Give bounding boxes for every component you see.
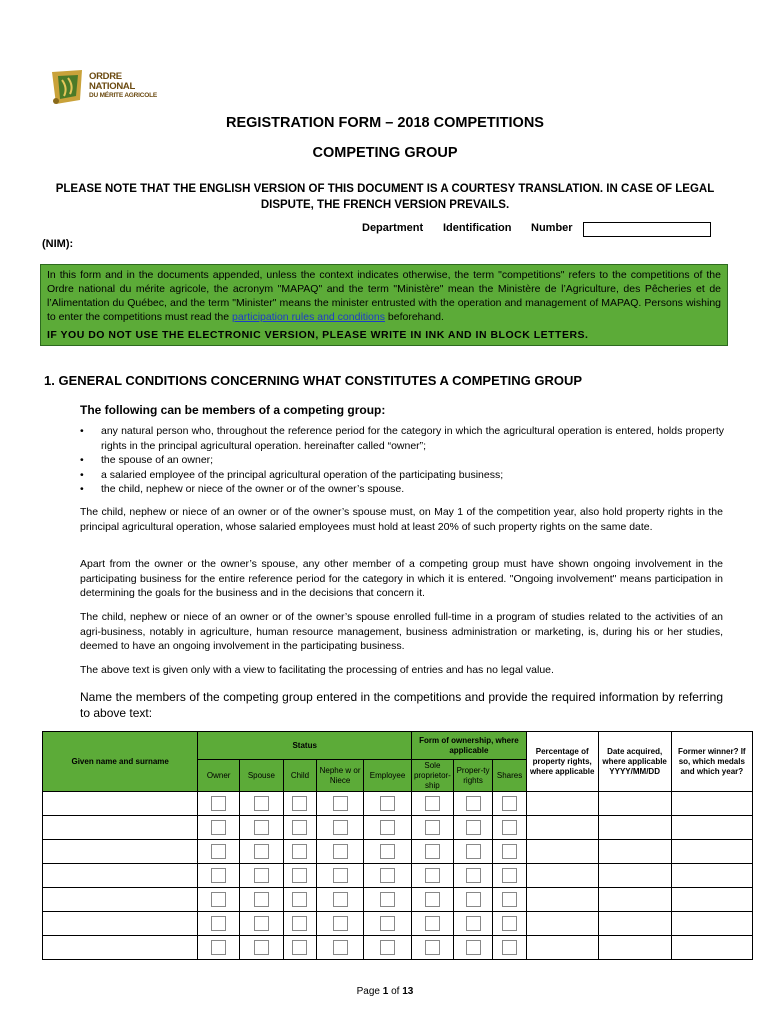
winner-field[interactable] bbox=[671, 864, 752, 888]
child-checkbox[interactable] bbox=[292, 868, 307, 883]
footer-total: 13 bbox=[402, 986, 414, 997]
property-cell bbox=[453, 912, 493, 936]
owner-cell bbox=[198, 864, 240, 888]
winner-field[interactable] bbox=[671, 936, 752, 960]
percentage-field[interactable] bbox=[526, 816, 598, 840]
spouse-checkbox[interactable] bbox=[254, 796, 269, 811]
paragraph-students: The child, nephew or niece of an owner or of the owner’s spouse enrolled full-time in a program of studies related to the activities of an agri-business, notably in agriculture, human resource management, business administration or marketing, is, during his or her studies, deemed to have an ongoing involvement in the participating business. bbox=[80, 611, 723, 652]
table-row bbox=[43, 912, 753, 936]
owner-cell bbox=[198, 888, 240, 912]
col-child-header: Child bbox=[283, 760, 316, 792]
col-spouse-header: Spouse bbox=[240, 760, 284, 792]
shares-cell bbox=[493, 840, 526, 864]
spouse-checkbox[interactable] bbox=[254, 916, 269, 931]
col-percentage-header: Percentage of property rights, where applicable bbox=[526, 732, 598, 792]
member-list bbox=[80, 424, 724, 497]
child-checkbox[interactable] bbox=[292, 796, 307, 811]
ink-warning: IF YOU DO NOT USE THE ELECTRONIC VERSION, PLEASE WRITE IN INK AND IN BLOCK LETTERS. bbox=[47, 329, 589, 341]
members-table bbox=[42, 731, 753, 960]
child-cell bbox=[283, 864, 316, 888]
sole-cell bbox=[412, 912, 454, 936]
percentage-field[interactable] bbox=[526, 792, 598, 816]
shares-cell bbox=[493, 888, 526, 912]
sole-cell bbox=[412, 864, 454, 888]
shares-checkbox[interactable] bbox=[502, 916, 517, 931]
table-row bbox=[43, 888, 753, 912]
owner-cell bbox=[198, 816, 240, 840]
employee-cell bbox=[364, 888, 412, 912]
winner-field[interactable] bbox=[671, 792, 752, 816]
spouse-cell bbox=[240, 864, 284, 888]
property-checkbox[interactable] bbox=[466, 892, 481, 907]
dept-label-suffix: (NIM): bbox=[42, 238, 74, 250]
ownership-header: Form of ownership, where applicable bbox=[412, 732, 527, 760]
spouse-cell bbox=[240, 912, 284, 936]
date-field[interactable] bbox=[598, 936, 671, 960]
employee-checkbox[interactable] bbox=[380, 892, 395, 907]
sole-checkbox[interactable] bbox=[425, 844, 440, 859]
winner-field[interactable] bbox=[671, 840, 752, 864]
shares-cell bbox=[493, 792, 526, 816]
nephew-checkbox[interactable] bbox=[333, 916, 348, 931]
list-item: • any natural person who, throughout the reference period for the category in which the agricultural operation is entered, holds property rights in the principal agricultural operation. hereinafter called “owner”; bbox=[80, 424, 724, 453]
spouse-cell bbox=[240, 888, 284, 912]
footer-page: 1 bbox=[382, 986, 389, 997]
date-field[interactable] bbox=[598, 864, 671, 888]
sole-checkbox[interactable] bbox=[425, 820, 440, 835]
property-checkbox[interactable] bbox=[466, 820, 481, 835]
page-footer bbox=[0, 986, 770, 997]
employee-cell bbox=[364, 864, 412, 888]
date-field[interactable] bbox=[598, 816, 671, 840]
winner-field[interactable] bbox=[671, 816, 752, 840]
date-field[interactable] bbox=[598, 840, 671, 864]
nephew-checkbox[interactable] bbox=[333, 820, 348, 835]
participation-rules-link[interactable]: participation rules and conditions bbox=[232, 311, 385, 323]
winner-field[interactable] bbox=[671, 912, 752, 936]
nephew-checkbox[interactable] bbox=[333, 796, 348, 811]
owner-cell bbox=[198, 792, 240, 816]
owner-checkbox[interactable] bbox=[211, 916, 226, 931]
member-name-field[interactable] bbox=[43, 864, 198, 888]
intro-text-end: beforehand. bbox=[384, 311, 444, 323]
col-property-header: Proper-ty rights bbox=[453, 760, 493, 792]
intro-text: In this form and in the documents appended, unless the context indicates otherwise, the term "competitions" refers to the competitions of the Ordre national du mérite agricole, the acronym "MAPAQ" and the term "Ministère" mean the Ministère de l’Agriculture, des Pêcheries et de l’Alimentation du Québec, and the term "Minister" means the minister entrusted with the operation and management of MAPAQ. Persons wishing to enter the competitions must read the bbox=[47, 269, 721, 323]
employee-cell bbox=[364, 936, 412, 960]
sole-cell bbox=[412, 888, 454, 912]
nephew-cell bbox=[317, 864, 364, 888]
spouse-checkbox[interactable] bbox=[254, 940, 269, 955]
spouse-checkbox[interactable] bbox=[254, 844, 269, 859]
sole-checkbox[interactable] bbox=[425, 940, 440, 955]
percentage-field[interactable] bbox=[526, 864, 598, 888]
form-title: REGISTRATION FORM – 2018 COMPETITIONS bbox=[226, 115, 544, 131]
property-cell bbox=[453, 840, 493, 864]
percentage-field[interactable] bbox=[526, 912, 598, 936]
nephew-cell bbox=[317, 840, 364, 864]
child-checkbox[interactable] bbox=[292, 844, 307, 859]
table-row bbox=[43, 864, 753, 888]
sole-checkbox[interactable] bbox=[425, 868, 440, 883]
date-field[interactable] bbox=[598, 792, 671, 816]
child-checkbox[interactable] bbox=[292, 916, 307, 931]
spouse-cell bbox=[240, 936, 284, 960]
member-name-field[interactable] bbox=[43, 792, 198, 816]
nephew-checkbox[interactable] bbox=[333, 844, 348, 859]
list-item: • the spouse of an owner; bbox=[80, 453, 724, 468]
property-cell bbox=[453, 816, 493, 840]
child-cell bbox=[283, 936, 316, 960]
spouse-checkbox[interactable] bbox=[254, 868, 269, 883]
child-cell bbox=[283, 912, 316, 936]
property-checkbox[interactable] bbox=[466, 940, 481, 955]
list-item: • the child, nephew or niece of the owner or of the owner’s spouse. bbox=[80, 482, 724, 497]
list-item: • a salaried employee of the principal agricultural operation of the participating business; bbox=[80, 468, 724, 483]
employee-checkbox[interactable] bbox=[380, 796, 395, 811]
table-row bbox=[43, 840, 753, 864]
dept-label-3: Number bbox=[531, 222, 573, 234]
nephew-cell bbox=[317, 816, 364, 840]
logo bbox=[46, 66, 158, 108]
paragraph-ongoing-involvement: Apart from the owner or the owner’s spouse, any other member of a competing group must have shown ongoing involvement in the participating business for the entire reference period for the category in which it is entered. "Ongoing involvement" means participation in determining the goals for the business and in the decisions that concern it. bbox=[80, 558, 723, 599]
employee-checkbox[interactable] bbox=[380, 868, 395, 883]
status-header: Status bbox=[198, 732, 412, 760]
logo-line-1: ORDRE NATIONAL bbox=[89, 71, 135, 92]
translation-notice: PLEASE NOTE THAT THE ENGLISH VERSION OF THIS DOCUMENT IS A COURTESY TRANSLATION. IN CASE OF LEGAL DISPUTE, THE FRENCH VERSION PREVAILS. bbox=[55, 183, 715, 211]
owner-cell bbox=[198, 912, 240, 936]
table-row bbox=[43, 936, 753, 960]
shares-cell bbox=[493, 912, 526, 936]
employee-checkbox[interactable] bbox=[380, 940, 395, 955]
date-field[interactable] bbox=[598, 888, 671, 912]
logo-line-2: DU MÉRITE AGRICOLE bbox=[89, 92, 158, 99]
nephew-checkbox[interactable] bbox=[333, 940, 348, 955]
spouse-checkbox[interactable] bbox=[254, 892, 269, 907]
instruction-text: Name the members of the competing group entered in the competitions and provide the required information by referring to above text: bbox=[80, 690, 723, 720]
sole-checkbox[interactable] bbox=[425, 796, 440, 811]
member-name-field[interactable] bbox=[43, 816, 198, 840]
property-cell bbox=[453, 936, 493, 960]
employee-cell bbox=[364, 816, 412, 840]
child-cell bbox=[283, 816, 316, 840]
table-row bbox=[43, 792, 753, 816]
spouse-cell bbox=[240, 816, 284, 840]
nephew-checkbox[interactable] bbox=[333, 892, 348, 907]
percentage-field[interactable] bbox=[526, 840, 598, 864]
nephew-checkbox[interactable] bbox=[333, 868, 348, 883]
footer-mid: of bbox=[388, 986, 403, 997]
col-name-header: Given name and surname bbox=[43, 732, 198, 792]
section-1-subheading: The following can be members of a competing group: bbox=[80, 403, 386, 417]
shares-cell bbox=[493, 816, 526, 840]
form-subtitle: COMPETING GROUP bbox=[312, 145, 458, 161]
owner-checkbox[interactable] bbox=[211, 940, 226, 955]
spouse-cell bbox=[240, 792, 284, 816]
col-owner-header: Owner bbox=[198, 760, 240, 792]
shares-checkbox[interactable] bbox=[502, 868, 517, 883]
shares-checkbox[interactable] bbox=[502, 820, 517, 835]
sole-cell bbox=[412, 840, 454, 864]
section-1-heading: 1. GENERAL CONDITIONS CONCERNING WHAT CONSTITUTES A COMPETING GROUP bbox=[44, 373, 583, 388]
owner-checkbox[interactable] bbox=[211, 844, 226, 859]
owner-checkbox[interactable] bbox=[211, 796, 226, 811]
col-sole-header: Sole proprietor-ship bbox=[412, 760, 454, 792]
owner-checkbox[interactable] bbox=[211, 892, 226, 907]
sole-cell bbox=[412, 936, 454, 960]
nim-input[interactable] bbox=[583, 222, 711, 237]
shares-checkbox[interactable] bbox=[502, 796, 517, 811]
percentage-field[interactable] bbox=[526, 888, 598, 912]
member-name-field[interactable] bbox=[43, 912, 198, 936]
child-cell bbox=[283, 792, 316, 816]
property-checkbox[interactable] bbox=[466, 844, 481, 859]
member-name-field[interactable] bbox=[43, 936, 198, 960]
child-cell bbox=[283, 888, 316, 912]
winner-field[interactable] bbox=[671, 888, 752, 912]
shares-checkbox[interactable] bbox=[502, 892, 517, 907]
spouse-cell bbox=[240, 840, 284, 864]
nephew-cell bbox=[317, 792, 364, 816]
employee-checkbox[interactable] bbox=[380, 916, 395, 931]
property-checkbox[interactable] bbox=[466, 916, 481, 931]
owner-cell bbox=[198, 840, 240, 864]
col-shares-header: Shares bbox=[493, 760, 526, 792]
child-checkbox[interactable] bbox=[292, 892, 307, 907]
shares-cell bbox=[493, 864, 526, 888]
dept-label-1: Department bbox=[362, 222, 424, 234]
property-checkbox[interactable] bbox=[466, 868, 481, 883]
nephew-cell bbox=[317, 912, 364, 936]
property-cell bbox=[453, 888, 493, 912]
child-checkbox[interactable] bbox=[292, 820, 307, 835]
dept-label-2: Identification bbox=[443, 222, 512, 234]
sole-checkbox[interactable] bbox=[425, 892, 440, 907]
member-name-field[interactable] bbox=[43, 840, 198, 864]
employee-checkbox[interactable] bbox=[380, 844, 395, 859]
footer-prefix: Page bbox=[356, 986, 383, 997]
shares-checkbox[interactable] bbox=[502, 940, 517, 955]
property-checkbox[interactable] bbox=[466, 796, 481, 811]
paragraph-property-rights: The child, nephew or niece of an owner or of the owner’s spouse must, on May 1 of the competition year, also hold property rights in the principal agricultural operation, whose salaried employees must hold at least 20% of such property rights on the same date. bbox=[80, 506, 723, 533]
property-cell bbox=[453, 792, 493, 816]
col-date-header: Date acquired, where applicable YYYY/MM/DD bbox=[598, 732, 671, 792]
employee-cell bbox=[364, 792, 412, 816]
child-checkbox[interactable] bbox=[292, 940, 307, 955]
col-employee-header: Employee bbox=[364, 760, 412, 792]
paragraph-legal-value: The above text is given only with a view to facilitating the processing of entries and has no legal value. bbox=[80, 664, 554, 676]
table-row bbox=[43, 816, 753, 840]
date-field[interactable] bbox=[598, 912, 671, 936]
sole-cell bbox=[412, 792, 454, 816]
shares-cell bbox=[493, 936, 526, 960]
owner-checkbox[interactable] bbox=[211, 868, 226, 883]
sole-cell bbox=[412, 816, 454, 840]
member-name-field[interactable] bbox=[43, 888, 198, 912]
emblem-icon bbox=[46, 66, 88, 108]
nephew-cell bbox=[317, 888, 364, 912]
intro-box bbox=[40, 264, 728, 346]
property-cell bbox=[453, 864, 493, 888]
percentage-field[interactable] bbox=[526, 936, 598, 960]
employee-cell bbox=[364, 912, 412, 936]
col-winner-header: Former winner? If so, which medals and which year? bbox=[671, 732, 752, 792]
col-nephew-header: Nephe w or Niece bbox=[317, 760, 364, 792]
employee-checkbox[interactable] bbox=[380, 820, 395, 835]
sole-checkbox[interactable] bbox=[425, 916, 440, 931]
shares-checkbox[interactable] bbox=[502, 844, 517, 859]
nephew-cell bbox=[317, 936, 364, 960]
child-cell bbox=[283, 840, 316, 864]
employee-cell bbox=[364, 840, 412, 864]
owner-cell bbox=[198, 936, 240, 960]
owner-checkbox[interactable] bbox=[211, 820, 226, 835]
spouse-checkbox[interactable] bbox=[254, 820, 269, 835]
